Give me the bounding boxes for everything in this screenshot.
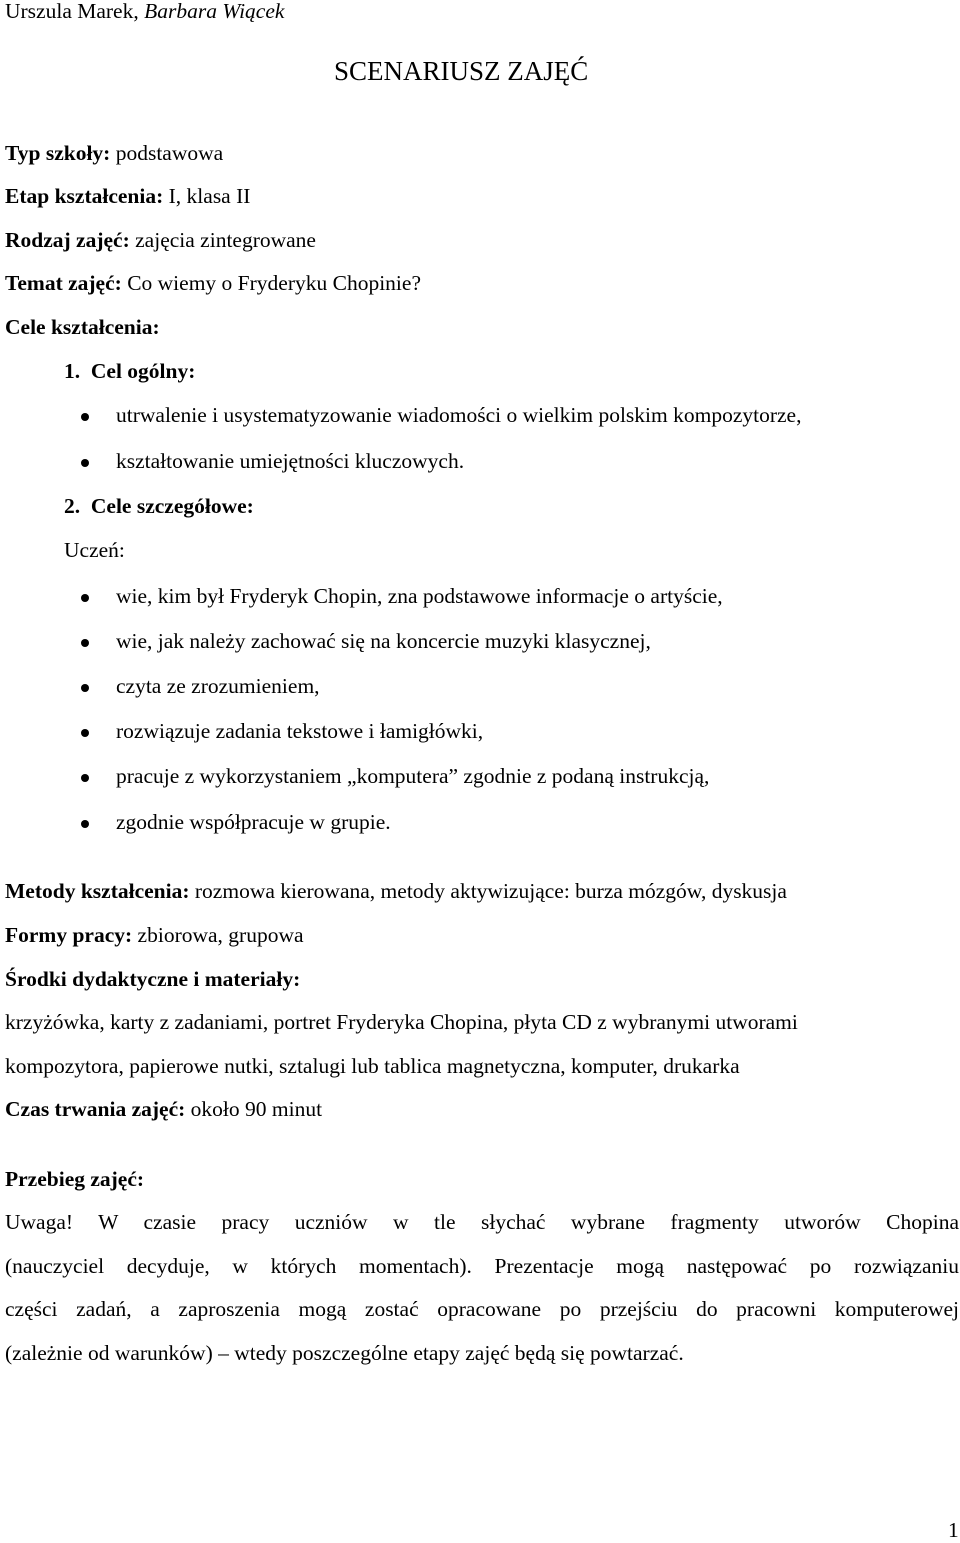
general-goal-heading: 1. Cel ogólny: xyxy=(64,359,196,383)
page-title: SCENARIUSZ ZAJĘĆ xyxy=(334,56,589,86)
bullet-icon xyxy=(81,594,89,602)
course-paragraph-line: (nauczyciel decyduje, w których momentach). Prezentacje mogą następować po rozwiązaniu xyxy=(5,1254,959,1278)
field-label: Typ szkoły: xyxy=(5,141,111,165)
author-separator: , xyxy=(133,0,145,23)
field-school-type xyxy=(5,143,223,165)
specific-goal-item: czyta ze zrozumieniem, xyxy=(116,674,320,698)
materials-line: krzyżówka, karty z zadaniami, portret Fryderyka Chopina, płyta CD z wybranymi utworami xyxy=(5,1010,798,1034)
bullet-icon xyxy=(81,684,89,692)
field-value: zajęcia zintegrowane xyxy=(129,228,316,252)
materials-heading: Środki dydaktyczne i materiały: xyxy=(5,967,301,991)
course-heading: Przebieg zajęć: xyxy=(5,1167,145,1191)
specific-goal-item: rozwiązuje zadania tekstowe i łamigłówki, xyxy=(116,719,484,743)
field-label: Formy pracy: xyxy=(5,923,133,947)
specific-goal-item: wie, kim był Fryderyk Chopin, zna podstawowe informacje o artyście, xyxy=(116,584,723,608)
field-label: Metody kształcenia: xyxy=(5,879,190,903)
materials-line: kompozytora, papierowe nutki, sztalugi lub tablica magnetyczna, komputer, drukarka xyxy=(5,1054,740,1078)
field-class-type xyxy=(5,230,316,252)
general-goal-item: utrwalenie i usystematyzowanie wiadomości o wielkim polskim kompozytorze, xyxy=(116,403,802,427)
bullet-icon xyxy=(81,729,89,737)
field-label: Czas trwania zajęć: xyxy=(5,1097,186,1121)
authors xyxy=(5,1,284,23)
field-value: rozmowa kierowana, metody aktywizujące: burza mózgów, dyskusja xyxy=(189,879,787,903)
field-label: Etap kształcenia: xyxy=(5,184,164,208)
field-education-stage xyxy=(5,186,250,208)
bullet-icon xyxy=(81,459,89,467)
course-paragraph-line: Uwaga! W czasie pracy uczniów w tle słychać wybrane fragmenty utworów Chopina xyxy=(5,1210,959,1234)
specific-goals-heading: 2. Cele szczegółowe: xyxy=(64,494,254,518)
bullet-icon xyxy=(81,413,89,421)
field-topic xyxy=(5,273,421,295)
field-forms xyxy=(5,925,304,947)
general-goal-item: kształtowanie umiejętności kluczowych. xyxy=(116,449,465,473)
specific-goal-item: wie, jak należy zachować się na koncercie muzyki klasycznej, xyxy=(116,629,651,653)
field-value: około 90 minut xyxy=(185,1097,323,1121)
student-intro: Uczeń: xyxy=(64,538,125,562)
goals-heading: Cele kształcenia: xyxy=(5,315,160,339)
field-value: Co wiemy o Fryderyku Chopinie? xyxy=(121,271,421,295)
field-value: zbiorowa, grupowa xyxy=(132,923,304,947)
author-1: Urszula Marek xyxy=(5,0,134,23)
field-value: I, klasa II xyxy=(163,184,251,208)
specific-goal-item: zgodnie współpracuje w grupie. xyxy=(116,810,391,834)
field-duration xyxy=(5,1099,322,1121)
field-value: podstawowa xyxy=(110,141,224,165)
field-label: Temat zajęć: xyxy=(5,271,122,295)
course-paragraph-line: (zależnie od warunków) – wtedy poszczególne etapy zajęć będą się powtarzać. xyxy=(5,1341,684,1365)
bullet-icon xyxy=(81,774,89,782)
author-2: Barbara Wiącek xyxy=(144,0,285,23)
field-methods xyxy=(5,881,787,903)
course-paragraph-line: części zadań, a zaproszenia mogą zostać opracowane po przejściu do pracowni komputerowej xyxy=(5,1297,959,1321)
bullet-icon xyxy=(81,639,89,647)
field-label: Rodzaj zajęć: xyxy=(5,228,130,252)
bullet-icon xyxy=(81,820,89,828)
page-number: 1 xyxy=(948,1518,959,1542)
specific-goal-item: pracuje z wykorzystaniem „komputera” zgodnie z podaną instrukcją, xyxy=(116,764,710,788)
